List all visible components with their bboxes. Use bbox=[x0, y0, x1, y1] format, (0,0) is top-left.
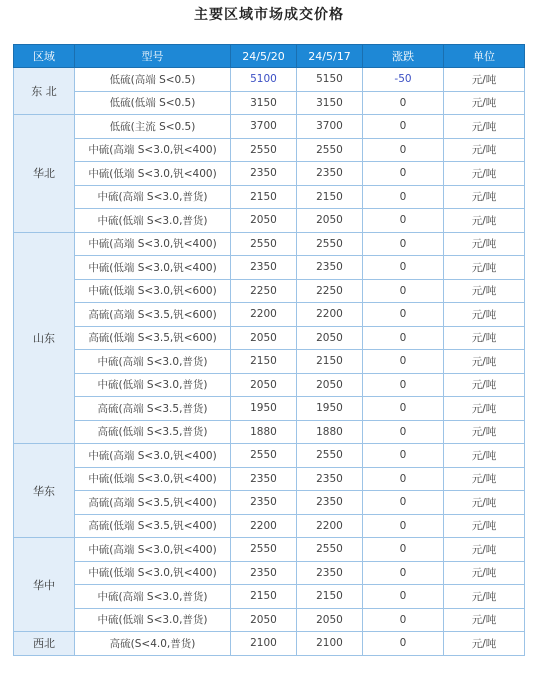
price-date-2-cell: 1880 bbox=[297, 420, 363, 444]
header-date-2: 24/5/17 bbox=[297, 45, 363, 68]
price-date-2-cell: 2550 bbox=[297, 232, 363, 256]
model-cell: 中硫(低端 S<3.0,普货) bbox=[75, 608, 231, 632]
price-date-2-cell: 3700 bbox=[297, 115, 363, 139]
price-date-1-cell: 2050 bbox=[231, 326, 297, 350]
table-header-row bbox=[14, 45, 525, 68]
unit-cell: 元/吨 bbox=[444, 608, 525, 632]
unit-cell: 元/吨 bbox=[444, 585, 525, 609]
price-date-2-cell: 2350 bbox=[297, 256, 363, 280]
change-cell: 0 bbox=[363, 514, 444, 538]
model-cell: 高硫(低端 S<3.5,钒<600) bbox=[75, 326, 231, 350]
unit-cell: 元/吨 bbox=[444, 538, 525, 562]
change-cell: 0 bbox=[363, 115, 444, 139]
table-row bbox=[14, 467, 525, 491]
model-cell: 中硫(高端 S<3.0,钒<400) bbox=[75, 444, 231, 468]
price-date-2-cell: 1950 bbox=[297, 397, 363, 421]
price-date-1-cell: 2350 bbox=[231, 491, 297, 515]
price-date-1-cell: 5100 bbox=[231, 68, 297, 92]
table-row bbox=[14, 326, 525, 350]
table-row bbox=[14, 162, 525, 186]
table-row bbox=[14, 420, 525, 444]
change-cell: 0 bbox=[363, 585, 444, 609]
price-date-2-cell: 2200 bbox=[297, 303, 363, 327]
change-cell: 0 bbox=[363, 326, 444, 350]
header-date-1: 24/5/20 bbox=[231, 45, 297, 68]
price-date-2-cell: 2350 bbox=[297, 561, 363, 585]
page-title: 主要区域市场成交价格 bbox=[194, 7, 344, 23]
table-row bbox=[14, 68, 525, 92]
unit-cell: 元/吨 bbox=[444, 514, 525, 538]
price-date-1-cell: 3150 bbox=[231, 91, 297, 115]
region-cell: 华北 bbox=[14, 115, 75, 233]
price-date-2-cell: 2150 bbox=[297, 585, 363, 609]
unit-cell: 元/吨 bbox=[444, 444, 525, 468]
change-cell: 0 bbox=[363, 91, 444, 115]
unit-cell: 元/吨 bbox=[444, 185, 525, 209]
change-cell: 0 bbox=[363, 209, 444, 233]
price-date-1-cell: 2550 bbox=[231, 444, 297, 468]
region-cell: 东 北 bbox=[14, 68, 75, 115]
change-cell: 0 bbox=[363, 162, 444, 186]
price-date-2-cell: 2200 bbox=[297, 514, 363, 538]
model-cell: 低硫(低端 S<0.5) bbox=[75, 91, 231, 115]
price-date-2-cell: 2550 bbox=[297, 444, 363, 468]
region-cell: 华中 bbox=[14, 538, 75, 632]
model-cell: 中硫(低端 S<3.0,普货) bbox=[75, 209, 231, 233]
price-date-1-cell: 2550 bbox=[231, 538, 297, 562]
unit-cell: 元/吨 bbox=[444, 91, 525, 115]
change-cell: 0 bbox=[363, 608, 444, 632]
header-model: 型号 bbox=[75, 45, 231, 68]
price-date-1-cell: 1950 bbox=[231, 397, 297, 421]
price-date-2-cell: 2350 bbox=[297, 491, 363, 515]
model-cell: 中硫(高端 S<3.0,钒<400) bbox=[75, 538, 231, 562]
price-table bbox=[13, 44, 525, 656]
unit-cell: 元/吨 bbox=[444, 115, 525, 139]
model-cell: 低硫(高端 S<0.5) bbox=[75, 68, 231, 92]
table-row bbox=[14, 138, 525, 162]
price-date-2-cell: 2150 bbox=[297, 350, 363, 374]
change-cell: 0 bbox=[363, 397, 444, 421]
unit-cell: 元/吨 bbox=[444, 561, 525, 585]
unit-cell: 元/吨 bbox=[444, 467, 525, 491]
model-cell: 高硫(高端 S<3.5,普货) bbox=[75, 397, 231, 421]
unit-cell: 元/吨 bbox=[444, 373, 525, 397]
unit-cell: 元/吨 bbox=[444, 397, 525, 421]
table-row bbox=[14, 538, 525, 562]
model-cell: 中硫(高端 S<3.0,普货) bbox=[75, 585, 231, 609]
unit-cell: 元/吨 bbox=[444, 632, 525, 656]
model-cell: 高硫(低端 S<3.5,普货) bbox=[75, 420, 231, 444]
model-cell: 中硫(低端 S<3.0,钒<400) bbox=[75, 162, 231, 186]
unit-cell: 元/吨 bbox=[444, 279, 525, 303]
table-row bbox=[14, 444, 525, 468]
model-cell: 高硫(高端 S<3.5,钒<400) bbox=[75, 491, 231, 515]
table-row bbox=[14, 232, 525, 256]
table-row bbox=[14, 561, 525, 585]
header-region: 区域 bbox=[14, 45, 75, 68]
table-row bbox=[14, 608, 525, 632]
price-date-1-cell: 2050 bbox=[231, 209, 297, 233]
table-row bbox=[14, 514, 525, 538]
unit-cell: 元/吨 bbox=[444, 350, 525, 374]
model-cell: 高硫(高端 S<3.5,钒<600) bbox=[75, 303, 231, 327]
price-date-2-cell: 2050 bbox=[297, 373, 363, 397]
table-row bbox=[14, 279, 525, 303]
table-row bbox=[14, 397, 525, 421]
price-date-1-cell: 2200 bbox=[231, 303, 297, 327]
unit-cell: 元/吨 bbox=[444, 491, 525, 515]
table-row bbox=[14, 256, 525, 280]
model-cell: 中硫(低端 S<3.0,钒<400) bbox=[75, 561, 231, 585]
price-date-2-cell: 2050 bbox=[297, 608, 363, 632]
price-date-1-cell: 1880 bbox=[231, 420, 297, 444]
change-cell: 0 bbox=[363, 279, 444, 303]
change-cell: 0 bbox=[363, 561, 444, 585]
change-cell: 0 bbox=[363, 632, 444, 656]
price-date-2-cell: 2050 bbox=[297, 209, 363, 233]
model-cell: 中硫(高端 S<3.0,钒<400) bbox=[75, 232, 231, 256]
unit-cell: 元/吨 bbox=[444, 256, 525, 280]
price-date-1-cell: 2550 bbox=[231, 232, 297, 256]
price-date-2-cell: 2250 bbox=[297, 279, 363, 303]
model-cell: 中硫(低端 S<3.0,钒<600) bbox=[75, 279, 231, 303]
price-date-2-cell: 2050 bbox=[297, 326, 363, 350]
unit-cell: 元/吨 bbox=[444, 303, 525, 327]
model-cell: 中硫(低端 S<3.0,普货) bbox=[75, 373, 231, 397]
price-date-2-cell: 2550 bbox=[297, 538, 363, 562]
price-date-1-cell: 2250 bbox=[231, 279, 297, 303]
price-date-1-cell: 2200 bbox=[231, 514, 297, 538]
model-cell: 低硫(主流 S<0.5) bbox=[75, 115, 231, 139]
unit-cell: 元/吨 bbox=[444, 162, 525, 186]
unit-cell: 元/吨 bbox=[444, 232, 525, 256]
table-row bbox=[14, 585, 525, 609]
price-date-2-cell: 5150 bbox=[297, 68, 363, 92]
model-cell: 中硫(低端 S<3.0,钒<400) bbox=[75, 256, 231, 280]
price-date-1-cell: 2550 bbox=[231, 138, 297, 162]
price-date-1-cell: 2350 bbox=[231, 256, 297, 280]
change-cell: -50 bbox=[363, 68, 444, 92]
price-date-1-cell: 2050 bbox=[231, 373, 297, 397]
change-cell: 0 bbox=[363, 373, 444, 397]
price-date-1-cell: 2100 bbox=[231, 632, 297, 656]
price-date-2-cell: 2550 bbox=[297, 138, 363, 162]
region-cell: 华东 bbox=[14, 444, 75, 538]
change-cell: 0 bbox=[363, 350, 444, 374]
header-unit: 单位 bbox=[444, 45, 525, 68]
price-date-1-cell: 2350 bbox=[231, 162, 297, 186]
model-cell: 中硫(低端 S<3.0,钒<400) bbox=[75, 467, 231, 491]
header-change: 涨跌 bbox=[363, 45, 444, 68]
table-row bbox=[14, 632, 525, 656]
model-cell: 中硫(高端 S<3.0,普货) bbox=[75, 185, 231, 209]
price-date-1-cell: 3700 bbox=[231, 115, 297, 139]
price-date-2-cell: 2350 bbox=[297, 467, 363, 491]
table-row bbox=[14, 303, 525, 327]
change-cell: 0 bbox=[363, 467, 444, 491]
price-date-1-cell: 2350 bbox=[231, 467, 297, 491]
table-row bbox=[14, 185, 525, 209]
change-cell: 0 bbox=[363, 232, 444, 256]
unit-cell: 元/吨 bbox=[444, 420, 525, 444]
price-date-1-cell: 2150 bbox=[231, 350, 297, 374]
change-cell: 0 bbox=[363, 256, 444, 280]
region-cell: 山东 bbox=[14, 232, 75, 444]
price-date-2-cell: 2350 bbox=[297, 162, 363, 186]
price-date-2-cell: 2100 bbox=[297, 632, 363, 656]
table-row bbox=[14, 350, 525, 374]
model-cell: 中硫(高端 S<3.0,普货) bbox=[75, 350, 231, 374]
price-date-2-cell: 3150 bbox=[297, 91, 363, 115]
change-cell: 0 bbox=[363, 185, 444, 209]
price-date-1-cell: 2150 bbox=[231, 185, 297, 209]
unit-cell: 元/吨 bbox=[444, 138, 525, 162]
change-cell: 0 bbox=[363, 444, 444, 468]
price-date-1-cell: 2150 bbox=[231, 585, 297, 609]
model-cell: 高硫(低端 S<3.5,钒<400) bbox=[75, 514, 231, 538]
price-date-2-cell: 2150 bbox=[297, 185, 363, 209]
table-row bbox=[14, 373, 525, 397]
model-cell: 中硫(高端 S<3.0,钒<400) bbox=[75, 138, 231, 162]
change-cell: 0 bbox=[363, 538, 444, 562]
model-cell: 高硫(S<4.0,普货) bbox=[75, 632, 231, 656]
price-date-1-cell: 2050 bbox=[231, 608, 297, 632]
change-cell: 0 bbox=[363, 420, 444, 444]
change-cell: 0 bbox=[363, 138, 444, 162]
unit-cell: 元/吨 bbox=[444, 209, 525, 233]
table-row bbox=[14, 91, 525, 115]
region-cell: 西北 bbox=[14, 632, 75, 656]
price-date-1-cell: 2350 bbox=[231, 561, 297, 585]
unit-cell: 元/吨 bbox=[444, 68, 525, 92]
table-row bbox=[14, 209, 525, 233]
unit-cell: 元/吨 bbox=[444, 326, 525, 350]
change-cell: 0 bbox=[363, 491, 444, 515]
table-row bbox=[14, 115, 525, 139]
change-cell: 0 bbox=[363, 303, 444, 327]
table-row bbox=[14, 491, 525, 515]
